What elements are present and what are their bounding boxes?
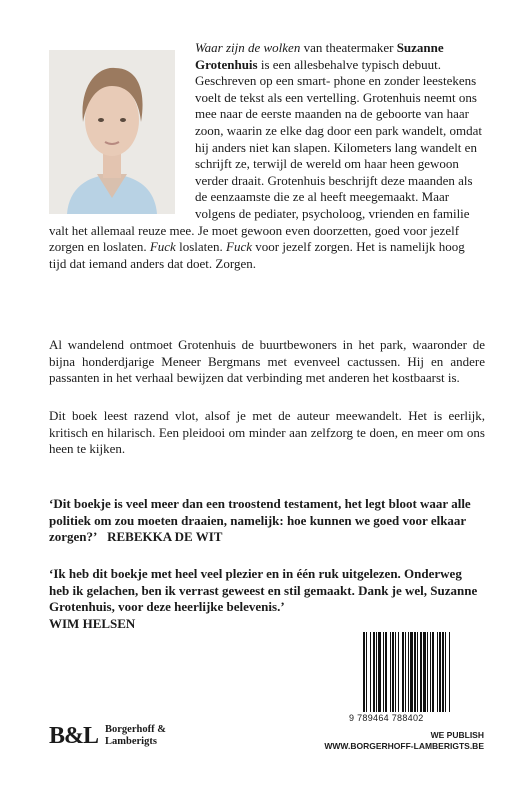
blurb-paragraph-3: Dit boek leest razend vlot, alsof je met de auteur meewandelt. Het is eerlijk, kritisch en hilarisch. Een pleidooi om minder aan zelfzorg te doen, en meer om ons heen te kijken.: [49, 408, 485, 457]
barcode-bar: [417, 632, 418, 712]
isbn-number: 9 789464 788402: [349, 713, 424, 723]
photo-spacer: [49, 40, 195, 208]
barcode-bar: [432, 632, 434, 712]
blurb-paragraph-1: [49, 40, 485, 272]
barcode-bar: [373, 632, 375, 712]
barcode-bar: [427, 632, 428, 712]
publisher-info: [324, 730, 484, 752]
quote-author: REBEKKA DE WIT: [107, 529, 223, 545]
author-name: Suzanne Grotenhuis: [195, 40, 444, 72]
barcode-bar: [437, 632, 438, 712]
blurb-paragraph-2: Al wandelend ontmoet Grotenhuis de buurtbewoners in het park, waaronder de bijna honderdjarige Meneer Bergmans met evenveel cactussen. Hij en andere passanten in het verhaal bewijzen dat verbinding met anderen het kostbaarst is.: [49, 337, 485, 386]
barcode-bar: [363, 632, 365, 712]
barcode-bar: [370, 632, 371, 712]
review-quote-1: [49, 496, 485, 546]
barcode-bar: [410, 632, 413, 712]
barcode-bar: [442, 632, 444, 712]
barcode-bar: [398, 632, 399, 712]
quote-text: ‘Dit boekje is veel meer dan een troostend testament, het legt bloot waar alle politiek om zou moeten draaien, namelijk: hoe kunnen we goed voor elkaar zorgen?’: [49, 496, 471, 545]
barcode-bar: [395, 632, 396, 712]
barcode-bar: [405, 632, 406, 712]
barcode-bar: [376, 632, 377, 712]
blurb-text: voor jezelf zorgen. Het is namelijk hoog tijd dat iemand anders dat doet. Zorgen.: [49, 239, 465, 271]
blurb-text: is een allesbehalve typisch debuut. Geschreven op een smart- phone en zonder leestekens voelt de tekst als een vertelling. Grotenhuis neemt ons mee naar de eerste maanden na de geboorte van haar zoon, waarin ze elke dag door een park wandelt, omdat hij anders niet kan slapen. Kilometers lang wandelt en schrijft ze, terwijl de wereld om haar heen gewoon verder draait. Grotenhuis beschrijft deze maanden als de eenzaamste die ze al heeft meegemaakt. Maar volgens de pediater, psycholoog, vrienden en familie valt het allemaal reuze mee. Je moet gewoon even doorzetten, goed voor jezelf zorgen en loslaten.: [49, 56, 482, 255]
logo-name-line-2: Lamberigts: [105, 736, 157, 747]
isbn-barcode: [363, 632, 483, 712]
barcode-bar: [390, 632, 391, 712]
barcode-bar: [402, 632, 404, 712]
barcode-bar: [439, 632, 441, 712]
emphasis-word: Fuck: [149, 239, 176, 255]
logo-mark: B&L: [49, 723, 99, 749]
blurb-text: van theatermaker: [300, 40, 397, 55]
barcode-bar: [366, 632, 367, 712]
barcode-bar: [420, 632, 422, 712]
barcode-bar: [445, 632, 446, 712]
barcode-bar: [414, 632, 416, 712]
logo-name-line-1: Borgerhoff &: [105, 724, 166, 735]
barcode-bar: [408, 632, 409, 712]
barcode-bar: [392, 632, 394, 712]
blurb-text: loslaten.: [175, 239, 227, 255]
barcode-bar: [385, 632, 387, 712]
quote-text: ‘Ik heb dit boekje met heel veel plezier en in één ruk uitgelezen. Onderweg heb ik gelachen, ben ik verrast geweest en stil gemaakt. Dank je wel, Suzanne Grotenhuis, voor deze heerlijke belevenis.’: [49, 566, 478, 615]
publisher-tagline: WE PUBLISH: [430, 730, 484, 740]
book-title: Waar zijn de wolken: [195, 40, 301, 55]
barcode-bar: [449, 632, 450, 712]
barcode-bar: [378, 632, 381, 712]
review-quote-2: [49, 566, 485, 632]
barcode-bar: [423, 632, 426, 712]
logo-name: [105, 724, 185, 748]
barcode-bar: [430, 632, 431, 712]
quote-author: WIM HELSEN: [49, 615, 136, 631]
barcode-bar: [383, 632, 384, 712]
publisher-url[interactable]: WWW.BORGERHOFF-LAMBERIGTS.BE: [324, 741, 484, 751]
emphasis-word: Fuck: [226, 239, 252, 255]
